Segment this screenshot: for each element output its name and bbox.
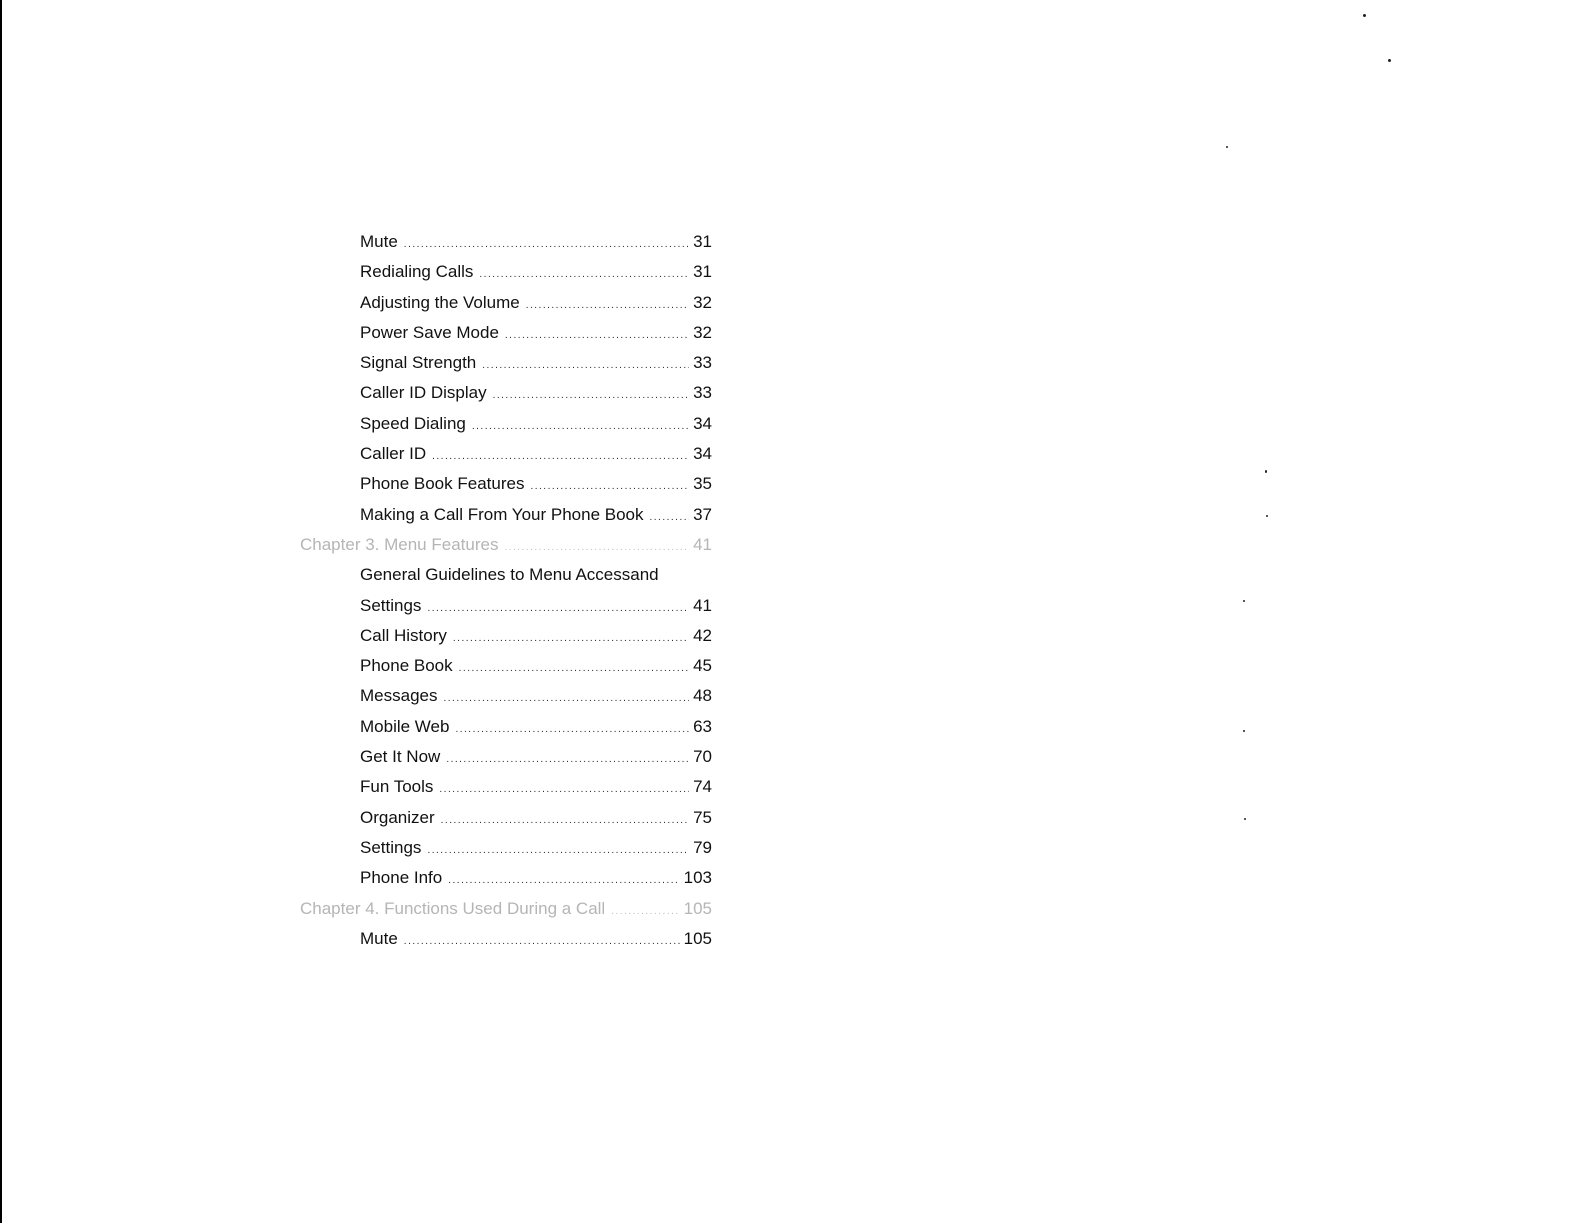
scan-speck: [1243, 730, 1245, 732]
toc-entry: [300, 505, 712, 535]
toc-entry: [300, 565, 712, 595]
toc-dot-leader: [455, 724, 689, 735]
toc-entry-title: Caller ID: [360, 444, 427, 464]
toc-entry-page: 31: [693, 232, 712, 251]
toc-chapter-title: Chapter 4. Functions Used During a Call: [300, 898, 606, 918]
toc-dot-leader: [453, 633, 689, 644]
toc-dot-leader: [526, 300, 689, 311]
toc-entry-title: Phone Book Features: [360, 474, 525, 494]
scan-speck: [1266, 515, 1268, 517]
scan-speck: [1363, 14, 1366, 17]
toc-entry-page: 33: [693, 353, 712, 373]
toc-dot-leader: [432, 451, 689, 462]
toc-entry-page: 34: [693, 413, 712, 433]
scan-speck: [1244, 818, 1246, 820]
toc-entry-title: Organizer: [360, 807, 435, 827]
toc-dot-leader: [530, 481, 689, 492]
toc-entry: [300, 474, 712, 504]
toc-entry-page: 32: [693, 322, 712, 342]
toc-entry-title: Messages: [360, 686, 438, 706]
toc-entry-title: Speed Dialing: [360, 413, 466, 433]
toc-dot-leader: [427, 845, 689, 856]
toc-entry: [300, 232, 712, 262]
toc-dot-leader: [505, 330, 689, 341]
toc-entry: [300, 323, 712, 353]
scan-speck: [1265, 470, 1267, 473]
toc-entry: [300, 596, 712, 626]
toc-chapter-entry: [300, 535, 712, 565]
toc-entry-page: 74: [693, 777, 712, 797]
scan-speck: [1388, 59, 1391, 62]
toc-entry-title: Fun Tools: [360, 777, 434, 797]
toc-entry-title: Caller ID Display: [360, 383, 487, 403]
toc-chapter-title: Chapter 3. Menu Features: [300, 534, 499, 554]
toc-dot-leader: [611, 906, 679, 917]
toc-entry: [300, 626, 712, 656]
toc-entry-page: 103: [683, 868, 712, 888]
toc-entry: [300, 444, 712, 474]
toc-entry-page: 79: [693, 837, 712, 857]
scan-speck: [1226, 146, 1228, 148]
toc-entry: [300, 656, 712, 686]
toc-entry: [300, 808, 712, 838]
toc-entry: [300, 868, 712, 898]
toc-dot-leader: [448, 875, 679, 886]
toc-entry-page: 42: [693, 625, 712, 645]
toc-dot-leader: [443, 693, 689, 704]
toc-entry: [300, 747, 712, 777]
toc-entry-page: 70: [693, 747, 712, 767]
toc-chapter-page: 105: [683, 898, 712, 918]
toc-entry: [300, 686, 712, 716]
toc-dot-leader: [504, 542, 689, 553]
toc-entry: [300, 262, 712, 292]
toc-entry-title: Power Save Mode: [360, 322, 499, 342]
toc-dot-leader: [404, 239, 689, 250]
toc-dot-leader: [479, 269, 689, 280]
toc-entry-page: 33: [693, 383, 712, 403]
toc-entry: [300, 929, 712, 959]
toc-chapter-entry: [300, 899, 712, 929]
toc-entry-title: Settings: [360, 837, 422, 857]
toc-entry: [300, 717, 712, 747]
toc-dot-leader: [482, 360, 689, 371]
toc-dot-leader: [441, 815, 689, 826]
toc-entry-page: 34: [693, 444, 712, 464]
toc-entry-page: 37: [693, 504, 712, 524]
toc-dot-leader: [650, 512, 690, 523]
toc-entry-page: 45: [693, 656, 712, 676]
toc-dot-leader: [439, 784, 689, 795]
toc-entry-title: Get It Now: [360, 747, 441, 767]
toc-entry-title: Phone Info: [360, 868, 443, 888]
toc-entry-title: Settings: [360, 595, 422, 615]
toc-entry-title: Mute: [360, 928, 398, 948]
toc-entry: [300, 777, 712, 807]
toc-dot-leader: [404, 936, 680, 947]
toc-entry-page: 105: [683, 928, 712, 948]
toc-entry-page: 35: [693, 474, 712, 494]
toc-dot-leader: [427, 603, 689, 614]
toc-entry-page: 31: [693, 262, 712, 282]
toc-entry: [300, 353, 712, 383]
toc-entry-page: 48: [693, 686, 712, 706]
toc-entry-page: 63: [693, 716, 712, 736]
toc-entry-title: General Guidelines to Menu Accessand: [360, 565, 659, 585]
toc-entry-title: Mute: [360, 232, 398, 251]
toc-dot-leader: [459, 663, 689, 674]
toc-chapter-page: 41: [693, 534, 712, 554]
toc-entry: [300, 293, 712, 323]
toc-entry-title: Making a Call From Your Phone Book: [360, 504, 644, 524]
toc-dot-leader: [472, 421, 689, 432]
toc-entry-title: Mobile Web: [360, 716, 450, 736]
toc-entry: [300, 383, 712, 413]
table-of-contents: [300, 232, 712, 959]
toc-entry-title: Signal Strength: [360, 353, 477, 373]
page-left-edge: [0, 0, 2, 1223]
toc-entry-title: Phone Book: [360, 656, 453, 676]
toc-entry: [300, 414, 712, 444]
toc-entry-page: 75: [693, 807, 712, 827]
toc-dot-leader: [493, 390, 689, 401]
toc-entry-title: Redialing Calls: [360, 262, 474, 282]
toc-entry-page: 41: [693, 595, 712, 615]
toc-dot-leader: [446, 754, 689, 765]
scan-speck: [1243, 600, 1245, 602]
toc-entry: [300, 838, 712, 868]
toc-entry-title: Call History: [360, 625, 447, 645]
toc-entry-page: 32: [693, 292, 712, 312]
toc-entry-title: Adjusting the Volume: [360, 292, 520, 312]
